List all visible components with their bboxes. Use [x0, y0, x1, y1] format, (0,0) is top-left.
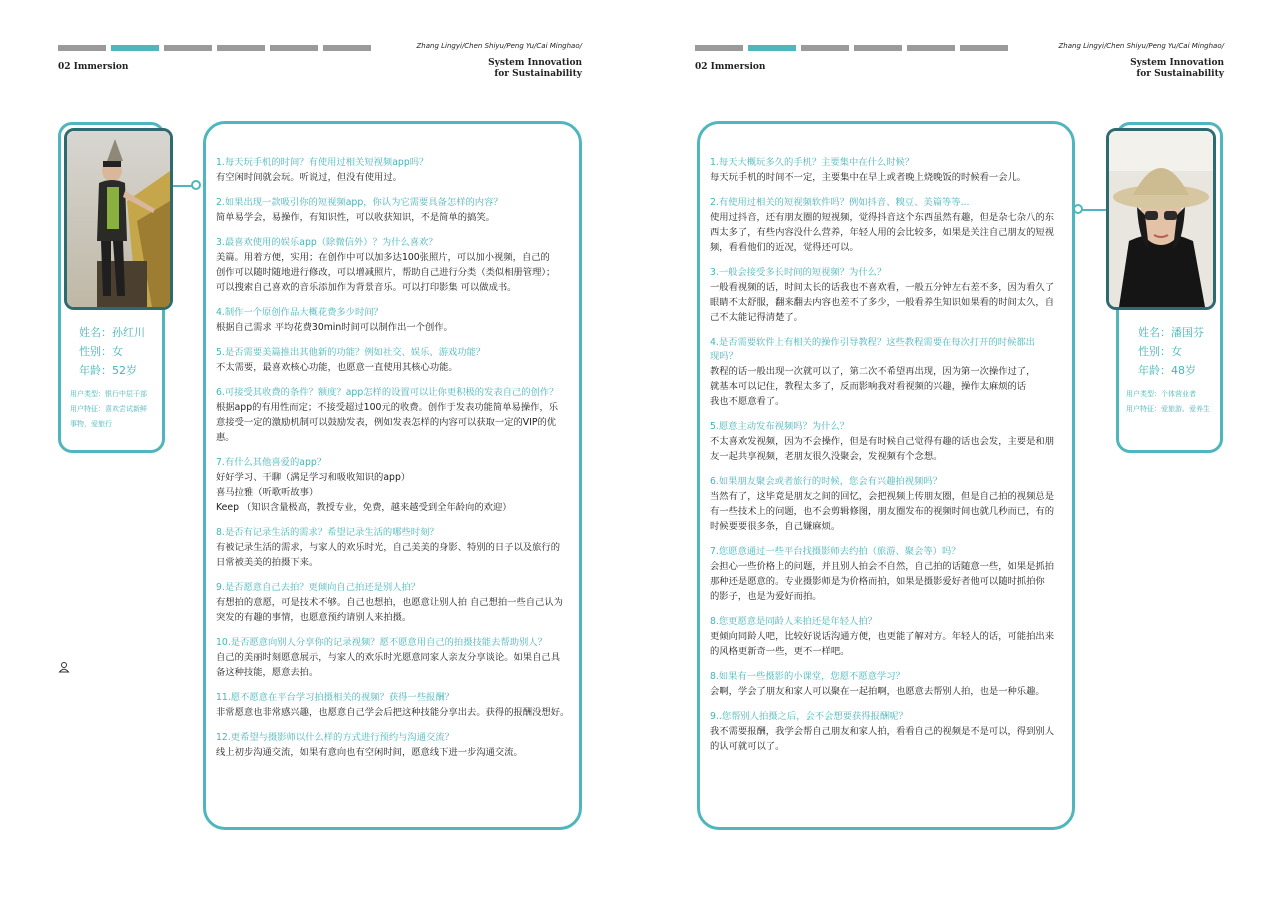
- question-text: 9..您帮别人拍摄之后，会不会想要获得报酬呢？: [710, 711, 908, 722]
- question-text: 1.每天大概玩多久的手机？主要集中在什么时候？: [710, 157, 915, 168]
- journal-title-line1: System Innovation: [1130, 58, 1224, 68]
- question-text: 8.是否有记录生活的需求？希望记录生活的哪些时刻？: [216, 527, 439, 538]
- profile-photo-left: [64, 128, 173, 310]
- question-text: 1.每天玩手机的时间？有使用过相关短视频app吗？: [216, 157, 429, 168]
- interview-box-left: [203, 121, 582, 830]
- section-tabs-right: [695, 45, 1008, 51]
- section-tab: [217, 45, 265, 51]
- qa-item: [710, 475, 1064, 534]
- qa-item: [216, 456, 571, 515]
- header-right-right: [1004, 42, 1224, 80]
- answer-line: 不太喜欢发视频，因为不会操作，但是有时候自己觉得有趣的话也会发，主要是和朋: [710, 436, 1054, 447]
- qa-item: [216, 196, 571, 225]
- section-tab-active: [111, 45, 159, 51]
- qa-item: [710, 670, 1064, 699]
- answer-line: 根据自己需求 平均花费30min时间可以制作出一个创作。: [216, 322, 453, 333]
- qa-item: [710, 196, 1064, 255]
- profile-age: 年龄：52岁: [79, 364, 137, 377]
- qa-item: [710, 420, 1064, 464]
- question-text: 2.如果出现一款吸引你的短视频app，你认为它需要具备怎样的内容？: [216, 197, 503, 208]
- qa-item: [216, 581, 571, 625]
- answer-line: 美篇。用着方便，实用；在创作中可以加多达100张照片，可以加小视频，自己的: [216, 252, 550, 263]
- answer-line: 好好学习、干聊（满足学习和吸收知识的app）: [216, 472, 411, 483]
- answer-line: 不太需要，最喜欢核心功能，也愿意一直使用其核心功能。: [216, 362, 458, 373]
- qa-item: [710, 336, 1064, 409]
- answer-line: 意接受一定的激励机制可以鼓励发表，例如发表怎样的内容可以获取一定的VIP的优: [216, 417, 557, 428]
- authors-text: Zhang Lingyi/Chen Shiyu/Peng Yu/Cai Minghao/: [416, 42, 582, 50]
- interview-box-right: [697, 121, 1075, 830]
- answer-line: 会啊，学会了朋友和家人可以聚在一起拍啊，也愿意去帮别人拍，也是一种乐趣。: [710, 686, 1045, 697]
- question-text: 12.更希望与摄影师以什么样的方式进行预约与沟通交流？: [216, 732, 454, 743]
- answer-line: 根据app的有用性而定；不接受超过100元的收费。创作于发表功能简单易操作，乐: [216, 402, 559, 413]
- qa-item: [710, 266, 1064, 325]
- profile-photo-right: [1106, 128, 1216, 310]
- question-text: 11.愿不愿意在平台学习拍摄相关的视频？获得一些报酬？: [216, 692, 454, 703]
- qa-item: [216, 156, 571, 185]
- connector-dot-left: [191, 180, 201, 190]
- answer-line: 使用过抖音，还有朋友圈的短视频，觉得抖音这个东西虽然有趣，但是杂七杂八的东: [710, 212, 1054, 223]
- question-text: 3.一般会接受多长时间的短视频？为什么？: [710, 267, 887, 278]
- answer-line: 眼睛不太舒服，翻来翻去内容也差不了多少，一般看养生知识如果看的时间太久，自: [710, 297, 1054, 308]
- question-text: 4.是否需要软件上有相关的操作引导教程？这些教程需要在每次打开的时候都出: [710, 337, 1035, 348]
- question-text: 5.是否需要美篇推出其他新的功能？例如社交、娱乐、游戏功能？: [216, 347, 486, 358]
- question-text: 10.是否愿意向别人分享你的记录视频？愿不愿意用自己的拍摄技能去帮助别人？: [216, 637, 547, 648]
- section-tab: [801, 45, 849, 51]
- answer-line: 有被记录生活的需求，与家人的欢乐时光，自己美美的身影、特别的日子以及旅行的: [216, 542, 560, 553]
- question-text: 5.愿意主动发布视频吗？为什么？: [710, 421, 850, 432]
- profile-gender: 性别：女: [1138, 345, 1182, 358]
- portrait-image: [1109, 131, 1213, 307]
- section-tabs-left: [58, 45, 371, 51]
- section-tab: [695, 45, 743, 51]
- profile-tags-left: [70, 387, 147, 432]
- answer-line: 时候要要很多条，自己嫌麻烦。: [710, 521, 841, 532]
- user-trait: 用户特征：爱旅游、爱养生: [1126, 405, 1210, 413]
- answer-line: 自己的美丽时刻愿意展示，与家人的欢乐时光愿意同家人亲友分享谈论。如果自己具: [216, 652, 560, 663]
- qa-item: [216, 691, 571, 720]
- answer-line: 备这种技能，愿意去拍。: [216, 667, 319, 678]
- qa-item: [216, 526, 571, 570]
- user-trait-cont: 事物，爱旅行: [70, 420, 112, 428]
- question-text: 8.如果有一些摄影的小课堂，您愿不愿意学习？: [710, 671, 905, 682]
- profile-name: 姓名：潘国芬: [1138, 326, 1204, 339]
- question-text: 8.您更愿意是同龄人来拍还是年轻人拍？: [710, 616, 877, 627]
- journal-title: [1004, 58, 1224, 80]
- user-trait: 用户特征：喜欢尝试新鲜: [70, 405, 147, 413]
- journal-title-line2: for Sustainability: [494, 69, 582, 79]
- qa-item: [216, 306, 571, 335]
- qa-item: [216, 346, 571, 375]
- connector-dot-right: [1073, 204, 1083, 214]
- answer-line: 简单易学会，易操作，有知识性，可以收获知识，不是简单的搞笑。: [216, 212, 495, 223]
- answer-line: 日常被美美的拍摄下来。: [216, 557, 319, 568]
- header-right-left: [362, 42, 582, 80]
- user-type: 用户类型：银行中层干部: [70, 390, 147, 398]
- connector-line-right: [1082, 209, 1106, 211]
- answer-line: 西太多了，有些内容没什么营养，年轻人用的会比较多，如果是关注自己朋友的短视: [710, 227, 1054, 238]
- question-text: 6.如果朋友聚会或者旅行的时候，您会有兴趣拍视频吗？: [710, 476, 942, 487]
- qa-item: [710, 156, 1064, 185]
- profile-gender: 性别：女: [79, 345, 123, 358]
- answer-line: 那种还是愿意的。专业摄影师是为价格而拍，如果是摄影爱好者他可以随时抓拍你: [710, 576, 1045, 587]
- answer-line: 非常愿意也非常感兴趣，也愿意自己学会后把这种技能分享出去。获得的报酬没想好。: [216, 707, 570, 718]
- section-tab: [960, 45, 1008, 51]
- section-tab: [907, 45, 955, 51]
- qa-item: [216, 636, 571, 680]
- section-label-right: 02 Immersion: [695, 62, 766, 72]
- question-text: 4.制作一个原创作品大概花费多少时间？: [216, 307, 383, 318]
- section-tab-active: [748, 45, 796, 51]
- journal-title-line2: for Sustainability: [1136, 69, 1224, 79]
- journal-title: [362, 58, 582, 80]
- answer-line: 会担心一些价格上的问题，并且别人拍会不自然，自己拍的话随意一些，如果是抓拍: [710, 561, 1054, 572]
- answer-line: 的风格更新奇一些，更不一样吧。: [710, 646, 850, 657]
- answer-line: 的认可就可以了。: [710, 741, 785, 752]
- qa-list-left: [216, 156, 571, 771]
- answer-line: 当然有了，这毕竟是朋友之间的回忆，会把视频上传朋友圈，但是自己拍的视频总是: [710, 491, 1054, 502]
- journal-title-line1: System Innovation: [488, 58, 582, 68]
- profile-name: 姓名：孙红川: [79, 326, 145, 339]
- answer-line: 喜马拉雅（听歌听故事）: [216, 487, 319, 498]
- question-text: 9.是否愿意自己去拍？更倾向自己拍还是别人拍？: [216, 582, 421, 593]
- answer-line: 的影子，也是为爱好而拍。: [710, 591, 822, 602]
- answer-line: 创作可以随时随地进行修改，可以增减照片，帮助自己进行分类（类似相册管理）；: [216, 267, 556, 278]
- answer-line: 惠。: [216, 432, 235, 443]
- connector-line-left: [173, 185, 193, 187]
- section-tab: [270, 45, 318, 51]
- question-text: 3.最喜欢使用的娱乐app（除微信外）？为什么喜欢？: [216, 237, 438, 248]
- qa-item: [710, 615, 1064, 659]
- answer-line: 有空闲时间就会玩。听说过，但没有使用过。: [216, 172, 402, 183]
- portrait-image: [67, 131, 170, 307]
- answer-line: 可以搜索自己喜欢的音乐添加作为背景音乐。可以打印影集 可以做成书。: [216, 282, 517, 293]
- profile-age: 年龄：48岁: [1138, 364, 1196, 377]
- answer-line: 己不太能记得清楚了。: [710, 312, 803, 323]
- answer-line: 就基本可以记住，教程太多了，反而影响我对看视频的兴趣，操作太麻烦的话: [710, 381, 1027, 392]
- section-tab: [164, 45, 212, 51]
- answer-line: 友一起共享视频，老朋友很久没聚会，发视频有个念想。: [710, 451, 943, 462]
- question-text-cont: 现吗？: [710, 351, 738, 362]
- qa-item: [216, 386, 571, 445]
- answer-line: 线上初步沟通交流，如果有意向也有空闲时间，愿意线下进一步沟通交流。: [216, 747, 523, 758]
- profile-info-left: [79, 323, 145, 380]
- answer-line: 更倾向同龄人吧，比较好说话沟通方便，也更能了解对方。年轻人的话，可能拍出来: [710, 631, 1054, 642]
- authors-text: Zhang Lingyi/Chen Shiyu/Peng Yu/Cai Minghao/: [1058, 42, 1224, 50]
- section-tab: [58, 45, 106, 51]
- qa-item: [216, 731, 571, 760]
- answer-line: 每天玩手机的时间不一定，主要集中在早上或者晚上烧晚饭的时候看一会儿。: [710, 172, 1027, 183]
- question-text: 6.可接受其收费的条件？额度？app怎样的设置可以让你更积极的发表自己的创作？: [216, 387, 559, 398]
- user-icon: [58, 658, 70, 670]
- answer-line: 突发的有趣的事情，也愿意预约请别人来拍摄。: [216, 612, 412, 623]
- qa-item: [216, 236, 571, 295]
- answer-line: 有一些技术上的问题，也不会剪辑修图，朋友圈发布的视频时间也就几秒而已，有的: [710, 506, 1054, 517]
- qa-list-right: [710, 156, 1064, 765]
- answer-line: 频，看看他们的近况，觉得还可以。: [710, 242, 859, 253]
- question-text: 7.有什么其他喜爱的app？: [216, 457, 327, 468]
- qa-item: [710, 710, 1064, 754]
- answer-line: 有想拍的意愿，可是技术不够。自己也想拍，也愿意让别人拍 自己想拍一些自己认为: [216, 597, 563, 608]
- profile-info-right: [1138, 323, 1204, 380]
- qa-item: [710, 545, 1064, 604]
- answer-line: 一般看视频的话，时间太长的话我也不喜欢看，一般五分钟左右差不多，因为看久了: [710, 282, 1054, 293]
- question-text: 2.有使用过相关的短视频软件吗？例如抖音、糗豆、美篇等等...: [710, 197, 970, 208]
- answer-line: 我不需要报酬，我学会帮自己朋友和家人拍，看看自己的视频是不是可以，得到别人: [710, 726, 1054, 737]
- answer-line: 我也不愿意看了。: [710, 396, 785, 407]
- question-text: 7.您愿意通过一些平台找摄影师去约拍（旅游、聚会等）吗？: [710, 546, 961, 557]
- profile-tags-right: [1126, 387, 1210, 417]
- answer-line: Keep （知识含量极高，教授专业，免费，越来越受到全年龄向的欢迎）: [216, 502, 512, 513]
- answer-line: 教程的话一般出现一次就可以了，第二次不希望再出现，因为第一次操作过了，: [710, 366, 1036, 377]
- user-type: 用户类型：个体营业者: [1126, 390, 1196, 398]
- section-label-left: 02 Immersion: [58, 62, 129, 72]
- section-tab: [854, 45, 902, 51]
